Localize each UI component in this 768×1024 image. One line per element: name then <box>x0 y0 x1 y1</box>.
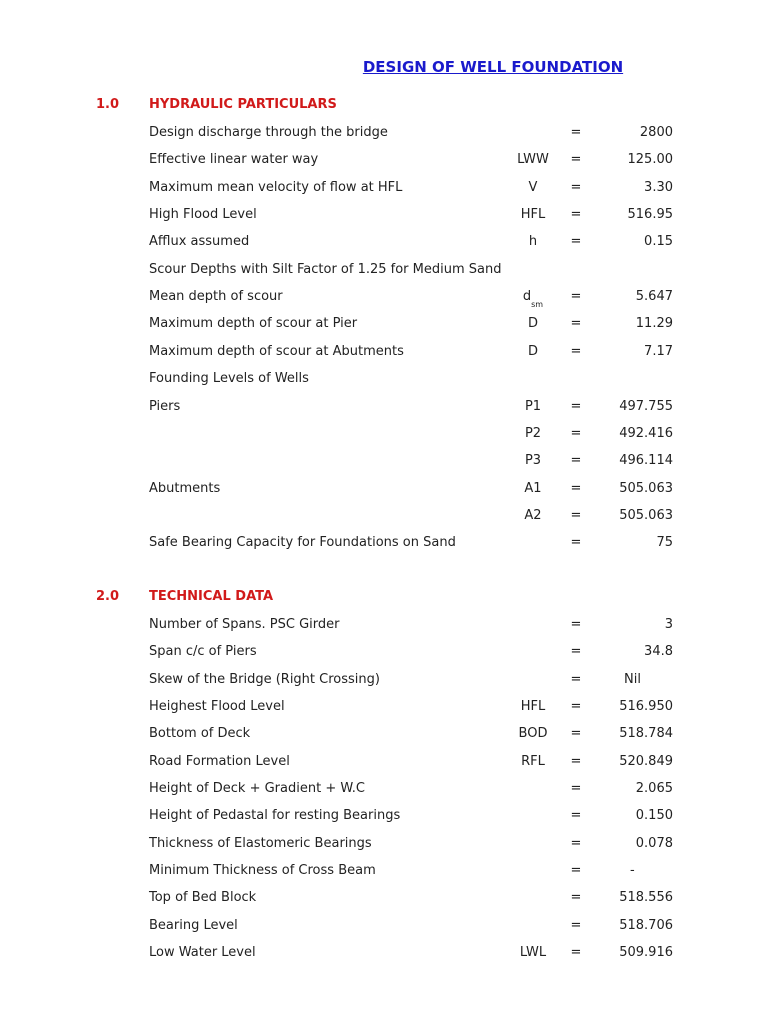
row-equals: = <box>570 508 582 523</box>
row-label: Span c/c of Piers <box>149 644 257 659</box>
row-value: 2.065 <box>635 781 673 796</box>
row-label: High Flood Level <box>149 207 257 222</box>
row-label: Abutments <box>149 481 221 496</box>
table-row <box>0 207 768 225</box>
row-symbol: LWL <box>519 945 547 960</box>
row-equals: = <box>570 344 582 359</box>
section-2-title: TECHNICAL DATA <box>149 589 274 604</box>
table-row <box>0 863 768 881</box>
row-label: Scour Depths with Silt Factor of 1.25 for Medium Sand <box>149 262 502 277</box>
row-label: Bottom of Deck <box>149 726 251 741</box>
row-value: 11.29 <box>635 316 673 331</box>
table-row <box>0 945 768 963</box>
row-label: Number of Spans. PSC Girder <box>149 617 340 632</box>
row-value: 0.078 <box>635 836 673 851</box>
row-label: Low Water Level <box>149 945 256 960</box>
row-equals: = <box>570 808 582 823</box>
row-value: 3.30 <box>644 180 673 195</box>
row-equals: = <box>570 180 582 195</box>
table-row <box>0 808 768 826</box>
row-symbol: BOD <box>518 726 548 741</box>
row-label: Minimum Thickness of Cross Beam <box>149 863 376 878</box>
row-value: 492.416 <box>619 426 673 441</box>
row-label: Maximum depth of scour at Abutments <box>149 344 404 359</box>
table-row <box>0 836 768 854</box>
table-row <box>0 754 768 772</box>
row-equals: = <box>570 453 582 468</box>
table-row <box>0 316 768 334</box>
table-row <box>0 481 768 499</box>
row-symbol: D <box>527 344 538 359</box>
row-label: Piers <box>149 399 181 414</box>
row-equals: = <box>570 863 582 878</box>
table-row <box>0 781 768 799</box>
table-row <box>0 918 768 936</box>
table-row <box>0 508 768 526</box>
row-equals: = <box>570 152 582 167</box>
table-row <box>0 453 768 471</box>
row-symbol: P3 <box>524 453 542 468</box>
row-label: Effective linear water way <box>149 152 319 167</box>
row-value: 0.150 <box>635 808 673 823</box>
row-equals: = <box>570 617 582 632</box>
row-label: Road Formation Level <box>149 754 290 769</box>
row-equals: = <box>570 836 582 851</box>
table-row <box>0 262 768 280</box>
row-symbol <box>510 289 556 309</box>
table-row <box>0 617 768 635</box>
symbol-main: d <box>522 289 532 304</box>
row-value: 5.647 <box>635 289 673 304</box>
row-symbol: P2 <box>524 426 542 441</box>
row-equals: = <box>570 644 582 659</box>
row-symbol: RFL <box>521 754 545 769</box>
row-value: 518.706 <box>619 918 673 933</box>
row-label: Design discharge through the bridge <box>149 125 388 140</box>
row-value: 505.063 <box>619 508 673 523</box>
table-row <box>0 699 768 717</box>
symbol-subscript: sm <box>531 300 544 309</box>
row-value: 505.063 <box>619 481 673 496</box>
row-label: Mean depth of scour <box>149 289 283 304</box>
row-symbol: LWW <box>517 152 549 167</box>
row-value: 518.556 <box>619 890 673 905</box>
row-value: 7.17 <box>644 344 673 359</box>
row-label: Skew of the Bridge (Right Crossing) <box>149 672 380 687</box>
row-symbol: P1 <box>524 399 542 414</box>
table-row <box>0 535 768 553</box>
row-label: Heighest Flood Level <box>149 699 285 714</box>
row-equals: = <box>570 399 582 414</box>
row-equals: = <box>570 535 582 550</box>
row-equals: = <box>570 672 582 687</box>
row-value: 516.95 <box>627 207 673 222</box>
row-label: Maximum depth of scour at Pier <box>149 316 358 331</box>
section-1-number: 1.0 <box>96 97 120 112</box>
row-value: 3 <box>664 617 673 632</box>
row-equals: = <box>570 699 582 714</box>
row-value: Nil <box>624 672 641 687</box>
table-row <box>0 344 768 362</box>
row-equals: = <box>570 481 582 496</box>
table-row <box>0 234 768 252</box>
row-equals: = <box>570 207 582 222</box>
row-symbol: V <box>528 180 538 195</box>
row-label: Afflux assumed <box>149 234 250 249</box>
row-equals: = <box>570 125 582 140</box>
table-row <box>0 371 768 389</box>
row-value: 75 <box>656 535 673 550</box>
row-label: Height of Pedastal for resting Bearings <box>149 808 401 823</box>
table-row <box>0 426 768 444</box>
row-value: 0.15 <box>644 234 673 249</box>
row-value: 2800 <box>639 125 673 140</box>
table-row <box>0 180 768 198</box>
row-equals: = <box>570 754 582 769</box>
row-equals: = <box>570 726 582 741</box>
table-row <box>0 890 768 908</box>
row-label: Height of Deck + Gradient + W.C <box>149 781 365 796</box>
row-equals: = <box>570 945 582 960</box>
row-value: 496.114 <box>619 453 673 468</box>
table-row <box>0 672 768 690</box>
table-row <box>0 399 768 417</box>
row-value: 509.916 <box>619 945 673 960</box>
row-equals: = <box>570 289 582 304</box>
table-row <box>0 644 768 662</box>
table-row <box>0 125 768 143</box>
section-1-title: HYDRAULIC PARTICULARS <box>149 97 337 112</box>
document-title: DESIGN OF WELL FOUNDATION <box>362 58 624 76</box>
row-equals: = <box>570 890 582 905</box>
row-label: Thickness of Elastomeric Bearings <box>149 836 372 851</box>
row-value: 516.950 <box>619 699 673 714</box>
row-equals: = <box>570 918 582 933</box>
row-equals: = <box>570 234 582 249</box>
row-value: 518.784 <box>619 726 673 741</box>
row-equals: = <box>570 781 582 796</box>
row-equals: = <box>570 316 582 331</box>
row-equals: = <box>570 426 582 441</box>
row-symbol: A2 <box>524 508 542 523</box>
row-symbol: A1 <box>524 481 542 496</box>
row-label: Bearing Level <box>149 918 238 933</box>
row-label: Maximum mean velocity of flow at HFL <box>149 180 403 195</box>
row-value: 520.849 <box>619 754 673 769</box>
row-symbol: HFL <box>520 699 546 714</box>
row-value: 497.755 <box>619 399 673 414</box>
section-2-number: 2.0 <box>96 589 120 604</box>
row-label: Top of Bed Block <box>149 890 257 905</box>
row-value: 34.8 <box>644 644 673 659</box>
row-label: Safe Bearing Capacity for Foundations on Sand <box>149 535 456 550</box>
row-symbol: D <box>527 316 538 331</box>
row-label: Founding Levels of Wells <box>149 371 309 386</box>
row-value: 125.00 <box>627 152 673 167</box>
row-symbol: HFL <box>520 207 546 222</box>
table-row <box>0 289 768 307</box>
row-symbol: h <box>528 234 538 249</box>
table-row <box>0 152 768 170</box>
row-value: - <box>630 863 635 878</box>
table-row <box>0 726 768 744</box>
